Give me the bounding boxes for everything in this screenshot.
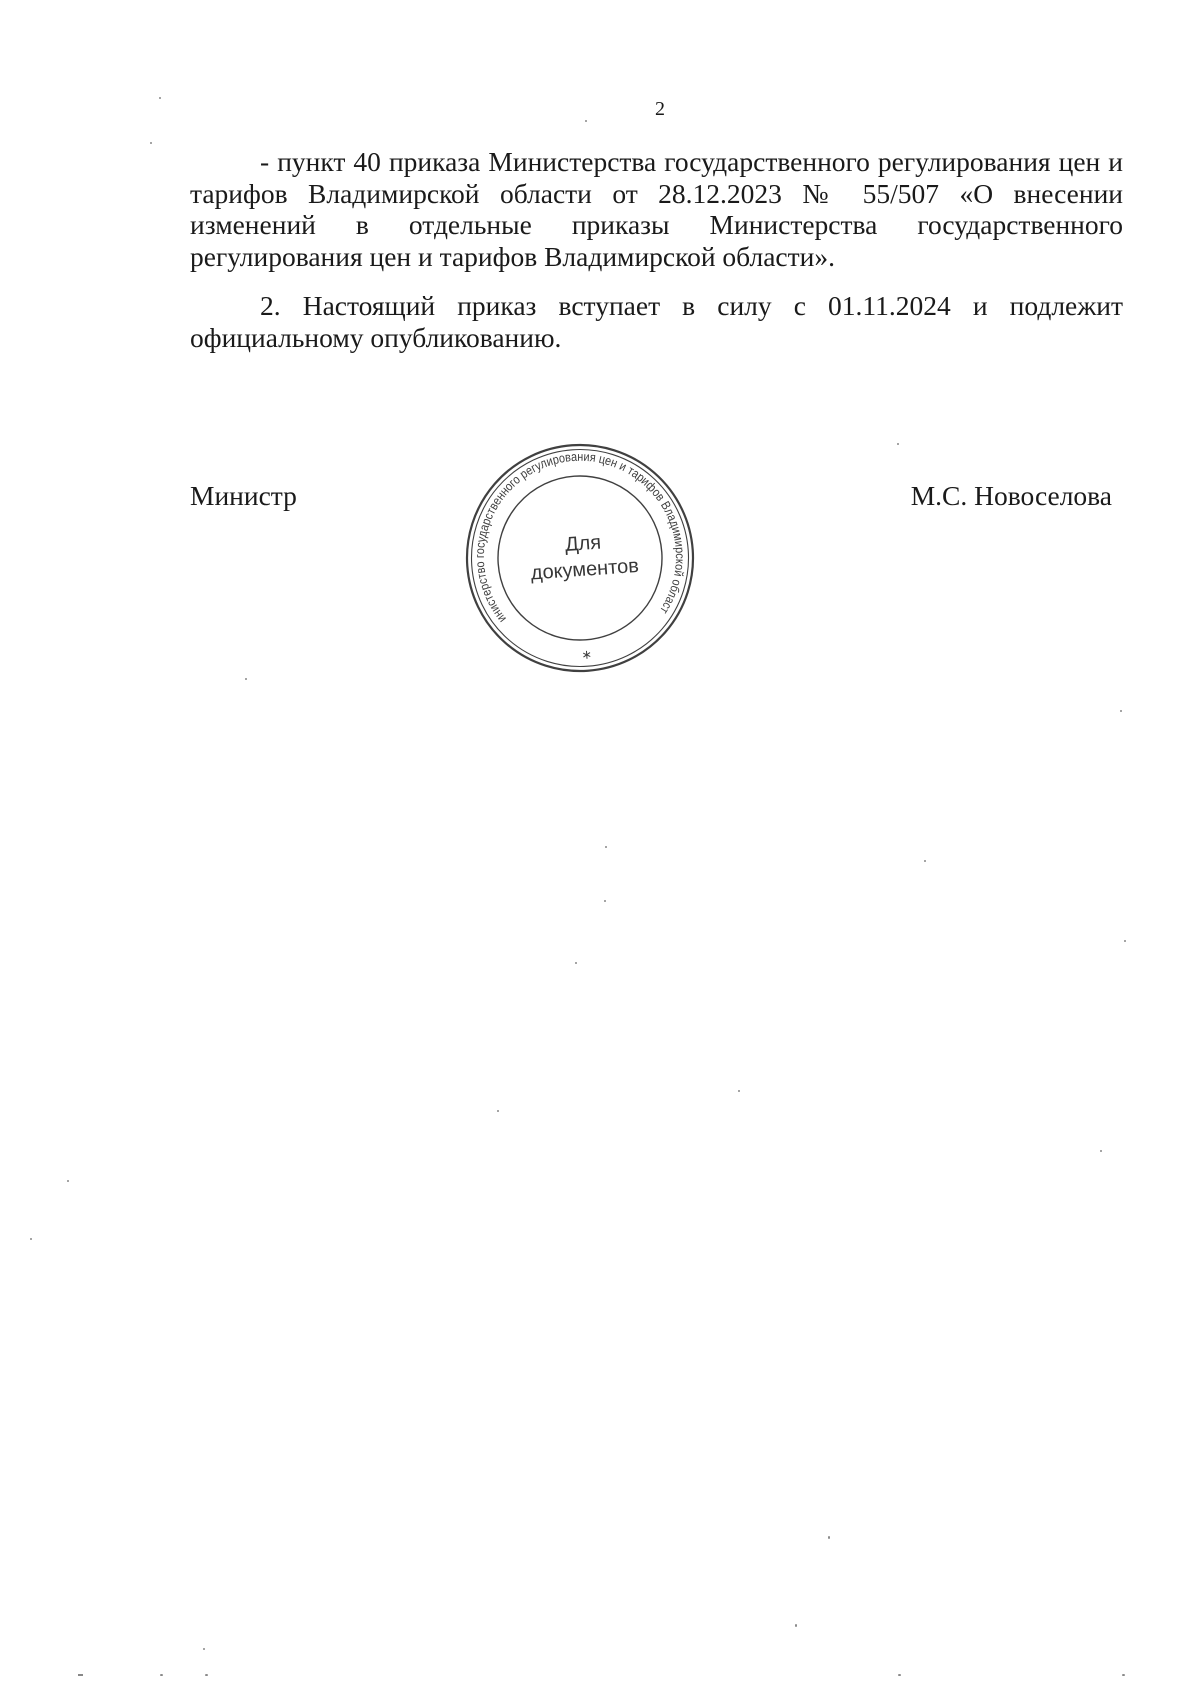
scan-speck xyxy=(604,900,606,902)
scan-speck xyxy=(605,846,607,848)
seal-inner-ring xyxy=(492,470,667,645)
scan-speck xyxy=(585,120,587,122)
signatory-name: М.С. Новоселова xyxy=(910,480,1112,511)
scan-speck xyxy=(30,1238,32,1240)
seal-ring-text: Министерство государственного регулирования цен и тарифов Владимирской области xyxy=(472,449,687,626)
scan-speck xyxy=(159,97,161,99)
paragraph-point-40: - пункт 40 приказа Министерства государственного регулирования цен и тарифов Владимирской области от 28.12.2023 № 55/507 «О внесении изменений в отдельные приказы Министерства государственного регулирования цен и тарифов Владимирской области». xyxy=(190,146,1123,272)
scan-speck xyxy=(1124,940,1126,942)
scan-speck xyxy=(897,443,899,445)
scan-speck xyxy=(203,1648,205,1650)
scan-speck xyxy=(575,962,577,964)
scan-speck xyxy=(1120,710,1122,712)
scan-speck xyxy=(497,1110,499,1112)
seal-center-line-1: Для xyxy=(564,531,602,556)
seal-outer-ring xyxy=(460,438,700,678)
scan-speck xyxy=(78,1674,83,1676)
scan-speck xyxy=(205,1674,208,1676)
scan-speck xyxy=(1122,1674,1125,1676)
signatory-role: Министр xyxy=(190,480,297,511)
scan-speck xyxy=(245,678,247,680)
seal-star-icon: ∗ xyxy=(581,647,593,663)
scan-speck xyxy=(795,1624,797,1627)
page-number: 2 xyxy=(655,98,665,120)
scan-speck xyxy=(67,1180,69,1182)
document-body xyxy=(190,146,1123,353)
scan-speck xyxy=(924,860,926,862)
scan-speck xyxy=(738,1090,740,1092)
seal-center-line-2: документов xyxy=(530,554,640,585)
scan-speck xyxy=(898,1674,901,1676)
scan-speck xyxy=(828,1536,830,1539)
scan-speck xyxy=(150,142,152,144)
seal-graphic xyxy=(460,438,700,678)
scan-speck xyxy=(160,1674,163,1676)
paragraph-effective-date: 2. Настоящий приказ вступает в силу с 01.11.2024 и подлежит официальному опубликованию. xyxy=(190,290,1123,353)
scan-speck xyxy=(1100,1150,1102,1152)
seal-middle-ring xyxy=(464,442,696,674)
ministry-seal-stamp xyxy=(460,438,700,678)
